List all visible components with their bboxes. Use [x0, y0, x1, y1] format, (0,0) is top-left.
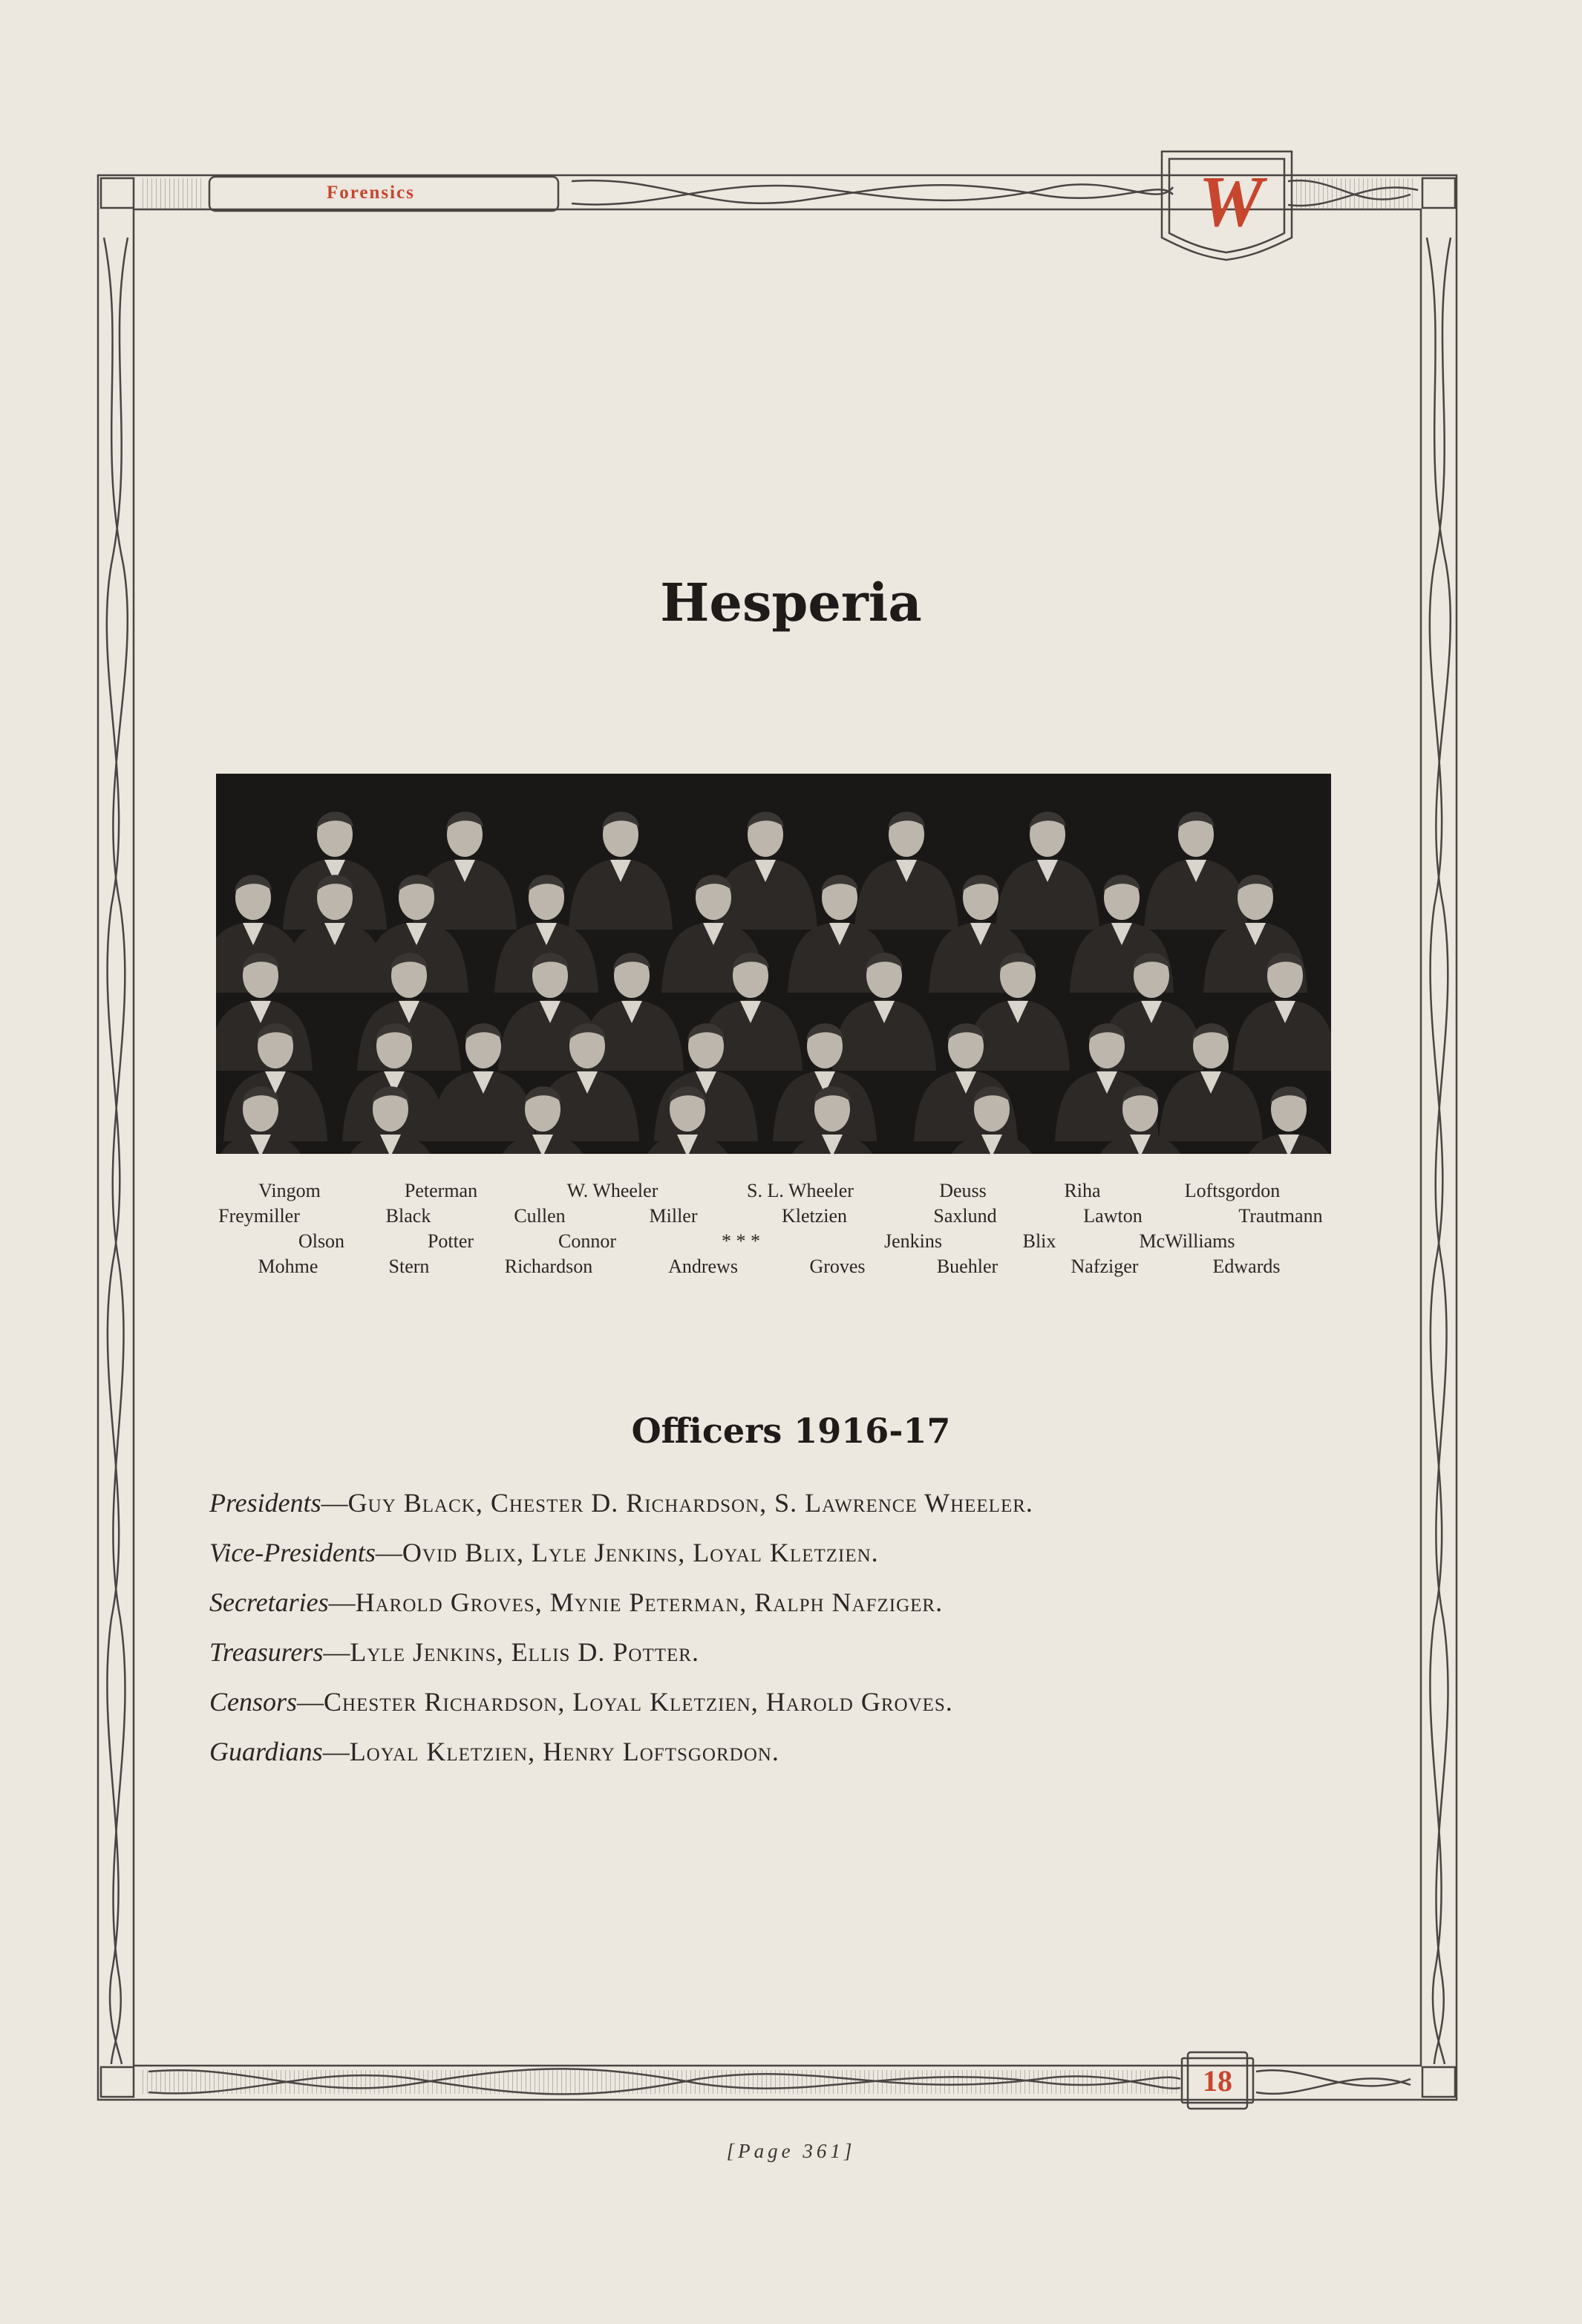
officer-role: Vice-Presidents	[209, 1538, 376, 1567]
officer-role: Censors	[209, 1687, 298, 1717]
officer-role: Presidents	[209, 1488, 321, 1518]
caption-name: Stern	[388, 1256, 430, 1277]
caption-row	[0, 1230, 1582, 1257]
caption-name: Cullen	[514, 1205, 566, 1227]
caption-name: Miller	[649, 1205, 698, 1227]
caption-name: Freymiller	[218, 1205, 300, 1227]
officer-names: Harold Groves, Mynie Peterman, Ralph Nafziger.	[355, 1587, 944, 1617]
caption-name: Peterman	[404, 1180, 478, 1201]
officers-heading: Officers 1916-17	[631, 1411, 951, 1451]
caption-name: Potter	[427, 1230, 474, 1252]
caption-name: Richardson	[504, 1256, 593, 1277]
officer-names: Loyal Kletzien, Henry Loftsgordon.	[349, 1737, 779, 1766]
caption-name: Nafziger	[1071, 1256, 1139, 1277]
officer-names: Guy Black, Chester D. Richardson, S. Lawrence Wheeler.	[347, 1488, 1033, 1518]
caption-name: McWilliams	[1139, 1230, 1235, 1252]
officer-role: Treasurers	[209, 1637, 324, 1667]
caption-name: Lawton	[1083, 1205, 1143, 1227]
caption-name: Mohme	[258, 1256, 318, 1277]
caption-name: Jenkins	[884, 1230, 942, 1252]
caption-name: Trautmann	[1238, 1205, 1323, 1227]
officer-role: Guardians	[209, 1737, 323, 1766]
section-label: Forensics	[327, 183, 415, 203]
group-photo	[216, 774, 1331, 1154]
caption-name: Deuss	[939, 1180, 987, 1201]
officer-line: Censors—Chester Richardson, Loyal Kletzien, Harold Groves.	[209, 1687, 953, 1717]
officer-line: Treasurers—Lyle Jenkins, Ellis D. Potter.	[209, 1637, 699, 1667]
caption-name: Blix	[1022, 1230, 1056, 1252]
caption-name: W. Wheeler	[566, 1180, 658, 1201]
page-number-box: 18	[1203, 2063, 1232, 2098]
caption-name: Groves	[809, 1256, 866, 1277]
caption-name: Connor	[558, 1230, 616, 1252]
caption-name: Edwards	[1212, 1256, 1281, 1277]
caption-name: Olson	[298, 1230, 345, 1252]
officer-names: Ovid Blix, Lyle Jenkins, Loyal Kletzien.	[402, 1538, 879, 1567]
caption-name: S. L. Wheeler	[747, 1180, 854, 1201]
caption-name: Andrews	[668, 1256, 738, 1277]
officer-line: Guardians—Loyal Kletzien, Henry Loftsgordon.	[209, 1737, 779, 1766]
officer-names: Chester Richardson, Loyal Kletzien, Harold Groves.	[324, 1687, 953, 1717]
university-monogram: W	[1198, 162, 1264, 242]
officer-line: Presidents—Guy Black, Chester D. Richardson, S. Lawrence Wheeler.	[209, 1488, 1033, 1518]
officer-line: Secretaries—Harold Groves, Mynie Peterman, Ralph Nafziger.	[209, 1587, 944, 1617]
caption-name: Black	[385, 1205, 431, 1227]
officer-line: Vice-Presidents—Ovid Blix, Lyle Jenkins, Loyal Kletzien.	[209, 1538, 879, 1567]
caption-name: Buehler	[936, 1256, 998, 1277]
officer-role: Secretaries	[209, 1587, 329, 1617]
caption-name: Kletzien	[781, 1205, 848, 1227]
caption-row	[0, 1256, 1582, 1282]
caption-name: Loftsgordon	[1184, 1180, 1281, 1201]
caption-name: Vingom	[258, 1180, 321, 1201]
page-folio: [Page 361]	[726, 2140, 856, 2162]
caption-row	[0, 1180, 1582, 1207]
page-title: Hesperia	[660, 572, 922, 633]
caption-name: Saxlund	[933, 1205, 997, 1227]
group-photo-figures	[216, 774, 1331, 1154]
caption-name: Riha	[1064, 1180, 1101, 1201]
caption-row	[0, 1205, 1582, 1232]
caption-name: * * *	[722, 1230, 760, 1252]
officer-names: Lyle Jenkins, Ellis D. Potter.	[350, 1637, 699, 1667]
